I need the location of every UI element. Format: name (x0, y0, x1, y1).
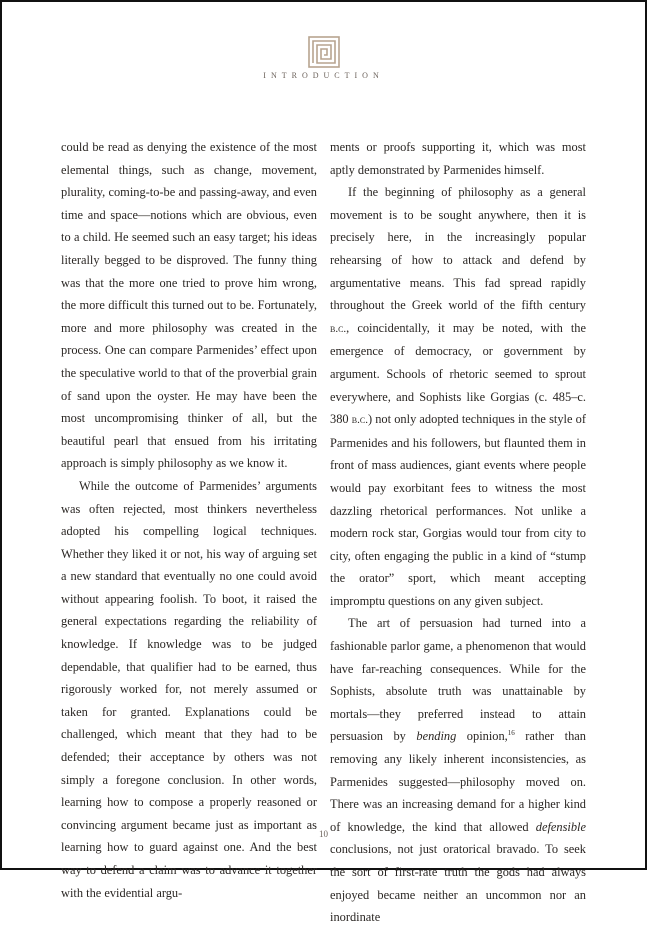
emphasis: defensible (535, 819, 586, 834)
era-abbreviation: b.c. (351, 414, 368, 427)
era-abbreviation: b.c. (330, 322, 347, 335)
paragraph: If the beginning of philosophy as a general movement is to be sought anywhere, then it is precisely here, in the increasingly popular rehearsing of how to attack and defend by argumentative means. This fad spread rapidly throughout the Greek world of the fifth century b.c., coincidentally, it may be noted, with the emergence of democracy, or government by argument. Schools of rhetoric seemed to sprout everywhere, and Sophists like Gorgias (c. 485–c. 380 b.c.) not only adopted techniques in the style of Parmenides and his followers, but flaunted them in front of mass audiences, giant events where people would pay exorbitant fees to witness the most dazzling rhetorical performances. Not unlike a modern rock star, Gorgias would tour from city to city, often engaging the public in a kind of “stump the orator” sport, which meant accepting impromptu questions on any given subject. (330, 185, 586, 608)
emphasis: bending (416, 729, 457, 744)
left-column (61, 136, 317, 904)
paragraph: The art of persuasion had turned into a fashionable parlor game, a phenomenon that would have far-reaching consequences. While for the Sophists, absolute truth was unattainable by mortals—they preferred instead to attain persuasion by bending opinion,$^{16}$ rather than removing any likely inherent inconsistencies, as Parmenides suggested—philosophy moved on. There was an increasing demand for a higher kind of knowledge, the kind that allowed defensible conclusions, not just oratorical bravado. To seek the sort of first-rate truth the gods had always enjoyed became neither an uncommon nor an inordinate (330, 616, 586, 925)
right-column (330, 136, 586, 929)
section-title: INTRODUCTION (263, 71, 384, 80)
page-number: 10 (319, 829, 328, 839)
greek-key-ornament-icon (308, 36, 340, 68)
footnote-reference: 16 (507, 729, 515, 738)
paragraph: could be read as denying the existence of the most elemental things, such as change, movement, plurality, coming-to-be and passing-away, and even time and space—notions which are obvious, even to a child. He seemed such an easy target; his ideas literally begged to be disproved. The funny thing was that the more one tried to prove him wrong, the more difficult this turned out to be. Fortunately, more and more philosophy was created in the process. One can compare Parmenides’ effect upon the speculative world to that of the proverbial grain of sand upon the oyster. He may have been the most uncompromising thinker of all, but the beautiful pearl that ensued from his irritating approach is simply philosophy as we know it. (61, 140, 317, 471)
paragraph: While the outcome of Parmenides’ arguments was often rejected, most thinkers nevertheless adopted his compelling logical techniques. Whether they liked it or not, his way of arguing set a new standard that eventually no one could avoid without appearing foolish. To boot, it raised the general expectations regarding the reliability of knowledge. If knowledge was to be judged dependable, that qualifier had to be earned, thus rigorously worked for, not merely assumed or taken for granted. Explanations could be challenged, which meant that they had to be defended; their acceptance by others was not simply a foregone conclusion. In other words, learning how to compose a properly reasoned or convincing argument became just as important as learning how to guard against one. And the best way to defend a claim was to advance it together with the evidential argu- (61, 478, 317, 900)
paragraph: ments or proofs supporting it, which was most aptly demonstrated by Parmenides himself. (330, 140, 586, 177)
